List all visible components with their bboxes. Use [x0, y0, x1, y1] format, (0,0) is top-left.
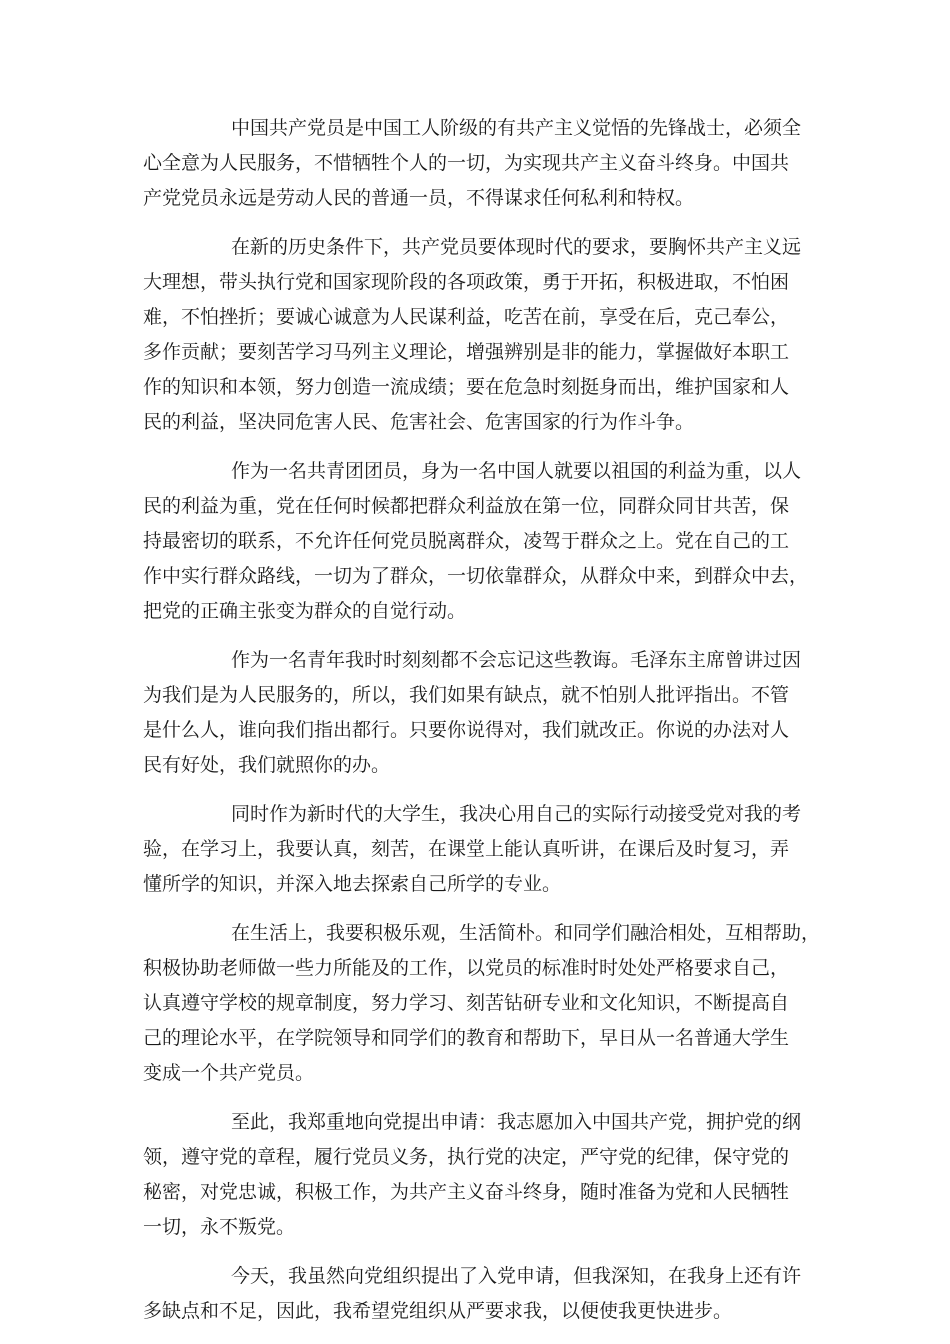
- paragraph-line: 民的利益，坚决同危害人民、危害社会、危害国家的行为作斗争。: [143, 411, 695, 433]
- paragraph-line: 作中实行群众路线，一切为了群众，一切依靠群众，从群众中来，到群众中去，: [143, 565, 809, 587]
- paragraph-line: 产党党员永远是劳动人民的普通一员，不得谋求任何私利和特权。: [143, 187, 695, 209]
- paragraph-line: 一切，永不叛党。: [143, 1216, 296, 1238]
- paragraph-line: 作为一名青年我时时刻刻都不会忘记这些教诲。毛泽东主席曾讲过因: [231, 649, 802, 671]
- paragraph-line: 作为一名共青团团员，身为一名中国人就要以祖国的利益为重，以人: [231, 460, 802, 482]
- paragraph-line: 己的理论水平，在学院领导和同学们的教育和帮助下，早日从一名普通大学生: [143, 1027, 790, 1049]
- paragraph-line: 在新的历史条件下，共产党员要体现时代的要求，要胸怀共产主义远: [231, 236, 802, 258]
- paragraph-7: [143, 1105, 807, 1245]
- paragraph-line: 是什么人，谁向我们指出都行。只要你说得对，我们就改正。你说的办法对人: [143, 719, 790, 741]
- paragraph-line: 多作贡献；要刻苦学习马列主义理论，增强辨别是非的能力，掌握做好本职工: [143, 341, 790, 363]
- paragraph-line: 心全意为人民服务，不惜牺牲个人的一切，为实现共产主义奋斗终身。中国共: [143, 152, 790, 174]
- paragraph-line: 今天，我虽然向党组织提出了入党申请，但我深知，在我身上还有许: [231, 1265, 802, 1287]
- paragraph-line: 多缺点和不足，因此，我希望党组织从严要求我，以便使我更快进步。: [143, 1300, 733, 1322]
- paragraph-line: 中国共产党员是中国工人阶级的有共产主义觉悟的先锋战士，必须全: [231, 117, 802, 139]
- paragraph-line: 难，不怕挫折；要诚心诚意为人民谋利益，吃苦在前，享受在后，克己奉公，: [143, 306, 790, 328]
- paragraph-line: 为我们是为人民服务的，所以，我们如果有缺点，就不怕别人批评指出。不管: [143, 684, 790, 706]
- paragraph-line: 至此，我郑重地向党提出申请：我志愿加入中国共产党，拥护党的纲: [231, 1111, 802, 1133]
- paragraph-line: 秘密，对党忠诚，积极工作，为共产主义奋斗终身，随时准备为党和人民牺牲: [143, 1181, 790, 1203]
- paragraph-line: 持最密切的联系，不允许任何党员脱离群众，凌驾于群众之上。党在自己的工: [143, 530, 790, 552]
- paragraph-line: 大理想，带头执行党和国家现阶段的各项政策，勇于开拓，积极进取，不怕困: [143, 271, 790, 293]
- paragraph-5: [143, 797, 807, 902]
- paragraph-line: 民的利益为重，党在任何时候都把群众利益放在第一位，同群众同甘共苦，保: [143, 495, 790, 517]
- paragraph-line: 积极协助老师做一些力所能及的工作，以党员的标准时时处处严格要求自己，: [143, 957, 790, 979]
- paragraph-line: 作的知识和本领，努力创造一流成绩；要在危急时刻挺身而出，维护国家和人: [143, 376, 790, 398]
- paragraph-6: [143, 916, 821, 1091]
- paragraph-line: 把党的正确主张变为群众的自觉行动。: [143, 600, 467, 622]
- paragraph-line: 在生活上，我要积极乐观，生活简朴。和同学们融洽相处，互相帮助，: [231, 922, 821, 944]
- paragraph-2: [143, 230, 807, 440]
- paragraph-line: 认真遵守学校的规章制度，努力学习、刻苦钻研专业和文化知识，不断提高自: [143, 992, 790, 1014]
- paragraph-1: [143, 111, 807, 216]
- document-body: [143, 111, 821, 1343]
- paragraph-line: 领，遵守党的章程，履行党员义务，执行党的决定，严守党的纪律，保守党的: [143, 1146, 790, 1168]
- paragraph-4: [143, 643, 807, 783]
- paragraph-line: 懂所学的知识，并深入地去探索自己所学的专业。: [143, 873, 562, 895]
- paragraph-8: [143, 1259, 807, 1329]
- paragraph-3: [143, 454, 807, 629]
- paragraph-line: 同时作为新时代的大学生，我决心用自己的实际行动接受党对我的考: [231, 803, 802, 825]
- paragraph-line: 民有好处，我们就照你的办。: [143, 754, 391, 776]
- paragraph-line: 变成一个共产党员。: [143, 1062, 315, 1084]
- paragraph-line: 验，在学习上，我要认真，刻苦，在课堂上能认真听讲，在课后及时复习，弄: [143, 838, 790, 860]
